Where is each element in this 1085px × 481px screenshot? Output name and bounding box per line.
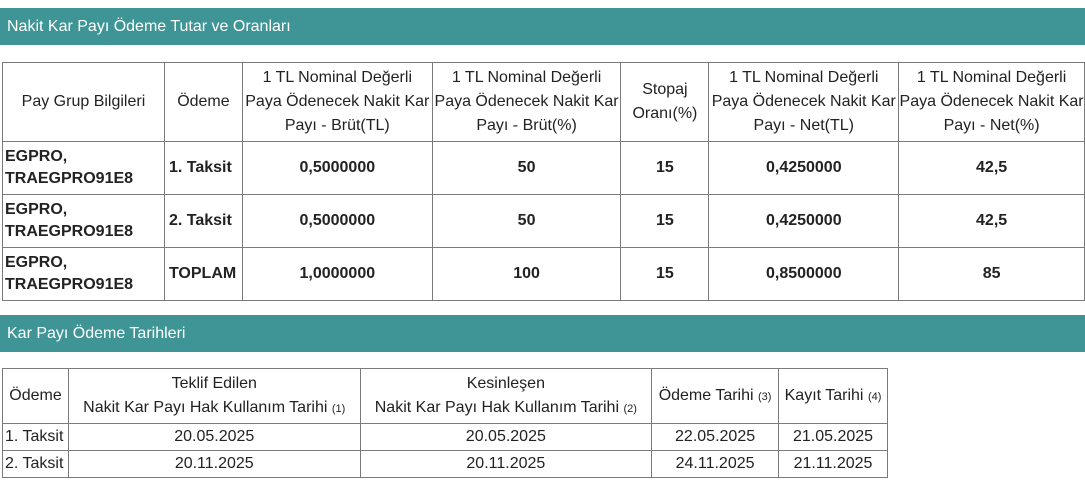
table-header-row bbox=[3, 369, 888, 424]
payment-cell: 2. Taksit bbox=[164, 195, 242, 248]
table-header-row bbox=[3, 63, 1085, 142]
payment-cell: TOPLAM bbox=[164, 248, 242, 301]
final-date-cell: 20.11.2025 bbox=[360, 451, 652, 478]
payment-cell: 1. Taksit bbox=[164, 142, 242, 195]
record-date-cell: 21.11.2025 bbox=[779, 451, 888, 478]
header-final-line1: Kesinleşen bbox=[466, 374, 545, 392]
gross-tl-cell: 1,0000000 bbox=[242, 248, 432, 301]
header-record-date bbox=[779, 369, 888, 424]
footnote-ref: (3) bbox=[758, 390, 772, 403]
pay-date-cell: 22.05.2025 bbox=[652, 424, 779, 451]
final-date-cell: 20.05.2025 bbox=[360, 424, 652, 451]
table-row bbox=[3, 451, 888, 478]
header-stopaj: Stopaj Oranı(%) bbox=[621, 63, 709, 142]
stopaj-cell: 15 bbox=[621, 195, 709, 248]
table-row-total bbox=[3, 248, 1085, 301]
gross-tl-cell: 0,5000000 bbox=[242, 142, 432, 195]
gross-pct-cell: 100 bbox=[432, 248, 621, 301]
net-pct-cell: 42,5 bbox=[899, 142, 1085, 195]
header-group-info: Pay Grup Bilgileri bbox=[3, 63, 165, 142]
group-info-cell bbox=[3, 195, 165, 248]
offered-date-cell: 20.05.2025 bbox=[68, 424, 360, 451]
table-row bbox=[3, 424, 888, 451]
net-tl-cell: 0,4250000 bbox=[709, 195, 899, 248]
payment-dates-table bbox=[2, 368, 888, 478]
payment-cell: 1. Taksit bbox=[3, 424, 69, 451]
header-gross-pct: 1 TL Nominal Değerli Paya Ödenecek Nakit Kar Payı - Brüt(%) bbox=[432, 63, 621, 142]
header-offered-date bbox=[68, 369, 360, 424]
offered-date-cell: 20.11.2025 bbox=[68, 451, 360, 478]
section-title-dates: Kar Payı Ödeme Tarihleri bbox=[0, 315, 1085, 352]
header-gross-tl: 1 TL Nominal Değerli Paya Ödenecek Nakit Kar Payı - Brüt(TL) bbox=[242, 63, 432, 142]
stopaj-cell: 15 bbox=[621, 142, 709, 195]
gross-pct-cell: 50 bbox=[432, 195, 621, 248]
footnote-ref: (4) bbox=[867, 390, 882, 403]
group-isin: TRAEGPRO91E8 bbox=[5, 170, 134, 187]
group-isin: TRAEGPRO91E8 bbox=[5, 276, 134, 293]
footnote-ref: (2) bbox=[623, 402, 637, 415]
net-pct-cell: 85 bbox=[899, 248, 1085, 301]
stopaj-cell: 15 bbox=[621, 248, 709, 301]
net-tl-cell: 0,8500000 bbox=[709, 248, 899, 301]
header-payment: Ödeme bbox=[164, 63, 242, 142]
table-row bbox=[3, 195, 1085, 248]
group-code: EGPRO, bbox=[5, 254, 68, 271]
header-final-line2: Nakit Kar Payı Hak Kullanım Tarihi bbox=[374, 398, 619, 416]
group-isin: TRAEGPRO91E8 bbox=[5, 223, 134, 240]
net-tl-cell: 0,4250000 bbox=[709, 142, 899, 195]
group-info-cell bbox=[3, 248, 165, 301]
gross-pct-cell: 50 bbox=[432, 142, 621, 195]
section-title-amounts: Nakit Kar Payı Ödeme Tutar ve Oranları bbox=[0, 8, 1085, 45]
header-net-tl: 1 TL Nominal Değerli Paya Ödenecek Nakit Kar Payı - Net(TL) bbox=[709, 63, 899, 142]
net-pct-cell: 42,5 bbox=[899, 195, 1085, 248]
dividend-rates-table bbox=[2, 62, 1085, 301]
group-code: EGPRO, bbox=[5, 148, 68, 165]
payment-cell: 2. Taksit bbox=[3, 451, 69, 478]
gross-tl-cell: 0,5000000 bbox=[242, 195, 432, 248]
header-final-date bbox=[360, 369, 652, 424]
header-pay-date bbox=[652, 369, 779, 424]
table-row bbox=[3, 142, 1085, 195]
group-code: EGPRO, bbox=[5, 201, 68, 218]
group-info-cell bbox=[3, 142, 165, 195]
header-record-date-label: Kayıt Tarihi bbox=[784, 386, 864, 404]
footnote-ref: (1) bbox=[331, 402, 346, 415]
header-offered-line1: Teklif Edilen bbox=[171, 374, 257, 392]
header-offered-line2: Nakit Kar Payı Hak Kullanım Tarihi bbox=[83, 398, 328, 416]
header-net-pct: 1 TL Nominal Değerli Paya Ödenecek Nakit Kar Payı - Net(%) bbox=[899, 63, 1085, 142]
record-date-cell: 21.05.2025 bbox=[779, 424, 888, 451]
header-payment: Ödeme bbox=[3, 369, 69, 424]
header-pay-date-label: Ödeme Tarihi bbox=[658, 386, 754, 404]
pay-date-cell: 24.11.2025 bbox=[652, 451, 779, 478]
